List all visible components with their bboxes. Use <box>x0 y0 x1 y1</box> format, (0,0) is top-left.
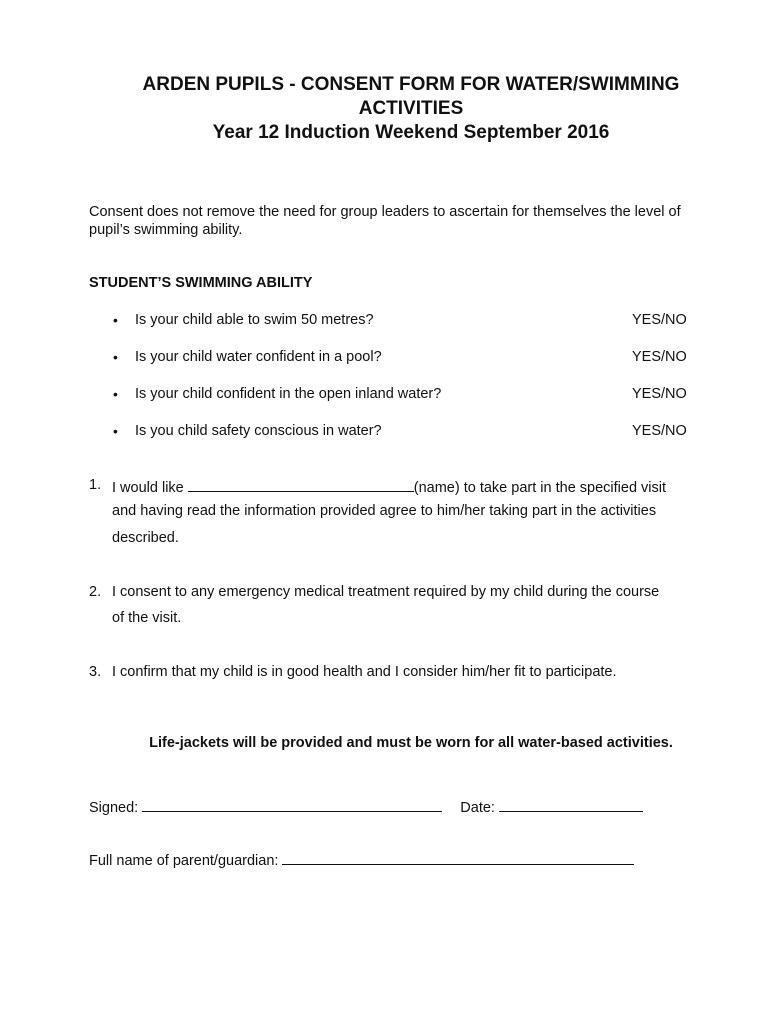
item-3-line-1: I confirm that my child is in good health and I consider him/her fit to participate. <box>112 664 617 680</box>
signature-field[interactable] <box>142 797 442 812</box>
swimming-ability-heading: STUDENT’S SWIMMING ABILITY <box>89 275 313 291</box>
item-2-line-1: I consent to any emergency medical treatment required by my child during the course <box>112 584 660 600</box>
item-number: 1. <box>89 477 102 493</box>
form-subtitle: Year 12 Induction Weekend September 2016 <box>212 122 610 143</box>
signed-label: Signed: <box>89 800 139 816</box>
guardian-name-label: Full name of parent/guardian: <box>89 853 279 869</box>
question-safety-conscious: Is you child safety conscious in water? <box>135 423 382 439</box>
intro-text-line-2: pupil’s swimming ability. <box>89 222 243 238</box>
item-1-suffix: (name) to take part in the specified visit <box>413 480 667 496</box>
item-1-prefix: I would like <box>112 480 184 496</box>
guardian-name-field[interactable] <box>282 850 634 865</box>
bullet-icon: • <box>113 423 118 439</box>
form-title-line-1: ARDEN PUPILS - CONSENT FORM FOR WATER/SWIMMING <box>142 74 680 95</box>
item-number: 2. <box>89 584 102 600</box>
date-field[interactable] <box>499 797 643 812</box>
item-number: 3. <box>89 664 102 680</box>
bullet-icon: • <box>113 349 118 365</box>
answer-yes-no[interactable]: YES/NO <box>632 423 687 439</box>
date-label: Date: <box>460 800 495 816</box>
answer-yes-no[interactable]: YES/NO <box>632 312 687 328</box>
guardian-name-row <box>89 850 634 869</box>
item-2-line-2: of the visit. <box>112 610 182 626</box>
child-name-field[interactable] <box>188 477 414 492</box>
question-open-inland-water: Is your child confident in the open inland water? <box>135 386 442 402</box>
answer-yes-no[interactable]: YES/NO <box>632 386 687 402</box>
intro-text-line-1: Consent does not remove the need for group leaders to ascertain for themselves the level of <box>89 204 681 220</box>
item-1-line-3: described. <box>112 530 179 546</box>
question-water-confident-pool: Is your child water confident in a pool? <box>135 349 382 365</box>
answer-yes-no[interactable]: YES/NO <box>632 349 687 365</box>
bullet-icon: • <box>113 312 118 328</box>
item-1-line-2: and having read the information provided agree to him/her taking part in the activities <box>112 503 657 519</box>
signature-row <box>89 797 643 816</box>
item-1-line-1 <box>112 477 666 496</box>
form-title-line-2: ACTIVITIES <box>358 98 464 119</box>
life-jacket-notice: Life-jackets will be provided and must be worn for all water-based activities. <box>149 735 673 751</box>
bullet-icon: • <box>113 386 118 402</box>
question-swim-50m: Is your child able to swim 50 metres? <box>135 312 374 328</box>
